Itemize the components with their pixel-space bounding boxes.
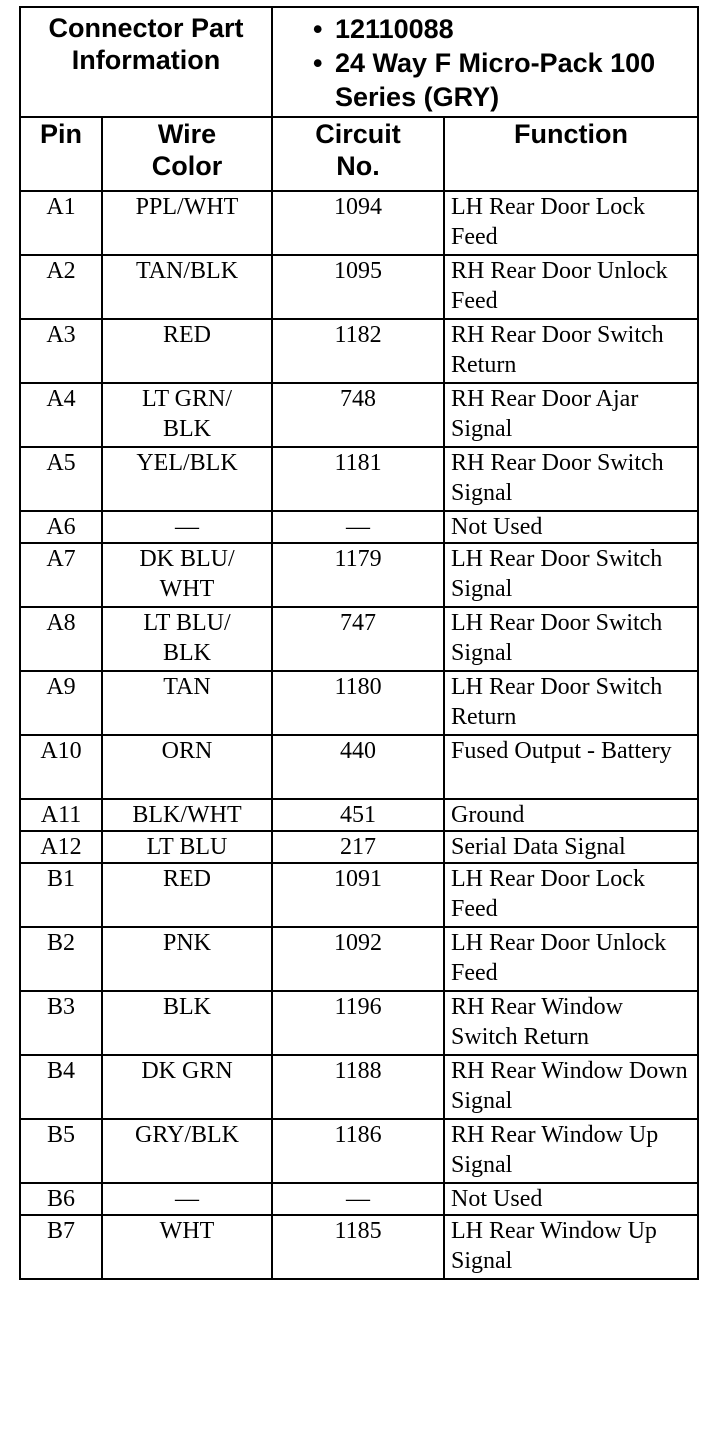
function-cell: RH Rear Door Switch Return (444, 319, 698, 383)
connector-table (19, 6, 699, 1280)
pin-cell: B4 (20, 1055, 102, 1119)
wire-color-cell: GRY/BLK (102, 1119, 272, 1183)
wire-color-cell: WHT (102, 1215, 272, 1279)
circuit-no-cell: 1186 (272, 1119, 444, 1183)
function-cell: Serial Data Signal (444, 831, 698, 863)
pin-cell: B6 (20, 1183, 102, 1215)
circuit-no-cell: 1180 (272, 671, 444, 735)
table-row (20, 191, 698, 255)
circuit-no-cell: 1091 (272, 863, 444, 927)
circuit-no-cell: — (272, 511, 444, 543)
connector-part-info-label: Connector Part Information (20, 7, 272, 117)
wire-color-cell: BLK (102, 991, 272, 1055)
connector-description: • 24 Way F Micro-Pack 100 Series (GRY) (313, 46, 691, 114)
circuit-no-cell: 217 (272, 831, 444, 863)
function-cell: RH Rear Window Down Signal (444, 1055, 698, 1119)
table-row (20, 799, 698, 831)
function-cell: LH Rear Window Up Signal (444, 1215, 698, 1279)
pin-cell: A9 (20, 671, 102, 735)
table-row (20, 255, 698, 319)
function-cell: LH Rear Door Switch Return (444, 671, 698, 735)
wire-color-cell: RED (102, 863, 272, 927)
wire-color-cell: DK BLU/ WHT (102, 543, 272, 607)
circuit-no-cell: 1095 (272, 255, 444, 319)
pin-cell: A11 (20, 799, 102, 831)
wire-color-cell: BLK/WHT (102, 799, 272, 831)
connector-info-cell (272, 7, 698, 117)
pin-cell: A12 (20, 831, 102, 863)
circuit-no-cell: — (272, 1183, 444, 1215)
function-cell: RH Rear Window Up Signal (444, 1119, 698, 1183)
pin-cell: A7 (20, 543, 102, 607)
connector-info-row (20, 7, 698, 117)
table-row (20, 991, 698, 1055)
table-row (20, 1055, 698, 1119)
function-cell: RH Rear Door Ajar Signal (444, 383, 698, 447)
wire-color-cell: TAN (102, 671, 272, 735)
table-row (20, 607, 698, 671)
pin-cell: A8 (20, 607, 102, 671)
wire-color-cell: DK GRN (102, 1055, 272, 1119)
pin-cell: B2 (20, 927, 102, 991)
pin-cell: A4 (20, 383, 102, 447)
wire-color-cell: — (102, 1183, 272, 1215)
pin-cell: B5 (20, 1119, 102, 1183)
pin-cell: A10 (20, 735, 102, 799)
pin-cell: A5 (20, 447, 102, 511)
function-cell: LH Rear Door Lock Feed (444, 863, 698, 927)
function-cell: RH Rear Window Switch Return (444, 991, 698, 1055)
table-row (20, 1119, 698, 1183)
column-header-row (20, 117, 698, 191)
circuit-no-cell: 1094 (272, 191, 444, 255)
column-header-pin: Pin (20, 117, 102, 191)
circuit-no-cell: 1188 (272, 1055, 444, 1119)
table-row (20, 319, 698, 383)
circuit-no-cell: 748 (272, 383, 444, 447)
table-body (20, 7, 698, 1279)
wire-color-cell: — (102, 511, 272, 543)
function-cell: Not Used (444, 1183, 698, 1215)
function-cell: Not Used (444, 511, 698, 543)
function-cell: LH Rear Door Switch Signal (444, 607, 698, 671)
column-header-function: Function (444, 117, 698, 191)
table-row (20, 735, 698, 799)
table-row (20, 863, 698, 927)
circuit-no-cell: 1196 (272, 991, 444, 1055)
circuit-no-cell: 747 (272, 607, 444, 671)
wire-color-cell: LT BLU (102, 831, 272, 863)
table-row (20, 447, 698, 511)
circuit-no-cell: 1185 (272, 1215, 444, 1279)
wire-color-cell: LT BLU/ BLK (102, 607, 272, 671)
circuit-no-cell: 1182 (272, 319, 444, 383)
wire-color-cell: YEL/BLK (102, 447, 272, 511)
circuit-no-cell: 1179 (272, 543, 444, 607)
circuit-no-cell: 440 (272, 735, 444, 799)
function-cell: Ground (444, 799, 698, 831)
function-cell: LH Rear Door Lock Feed (444, 191, 698, 255)
table-row (20, 831, 698, 863)
table-row (20, 511, 698, 543)
function-cell: RH Rear Door Switch Signal (444, 447, 698, 511)
pin-cell: B7 (20, 1215, 102, 1279)
function-cell: Fused Output - Battery (444, 735, 698, 799)
circuit-no-cell: 1181 (272, 447, 444, 511)
table-row (20, 383, 698, 447)
pin-cell: A6 (20, 511, 102, 543)
table-row (20, 927, 698, 991)
wire-color-cell: LT GRN/ BLK (102, 383, 272, 447)
table-row (20, 671, 698, 735)
circuit-no-cell: 451 (272, 799, 444, 831)
column-header-circuit-no: Circuit No. (272, 117, 444, 191)
wire-color-cell: ORN (102, 735, 272, 799)
pin-cell: A2 (20, 255, 102, 319)
function-cell: RH Rear Door Unlock Feed (444, 255, 698, 319)
wire-color-cell: TAN/BLK (102, 255, 272, 319)
table-row (20, 1215, 698, 1279)
pin-cell: B3 (20, 991, 102, 1055)
wire-color-cell: PNK (102, 927, 272, 991)
function-cell: LH Rear Door Unlock Feed (444, 927, 698, 991)
pin-cell: A3 (20, 319, 102, 383)
table-row (20, 543, 698, 607)
table-row (20, 1183, 698, 1215)
part-number: • 12110088 (313, 12, 691, 46)
wire-color-cell: RED (102, 319, 272, 383)
connector-info-list (279, 12, 691, 114)
pin-cell: B1 (20, 863, 102, 927)
pin-cell: A1 (20, 191, 102, 255)
circuit-no-cell: 1092 (272, 927, 444, 991)
column-header-wire-color: Wire Color (102, 117, 272, 191)
wire-color-cell: PPL/WHT (102, 191, 272, 255)
function-cell: LH Rear Door Switch Signal (444, 543, 698, 607)
